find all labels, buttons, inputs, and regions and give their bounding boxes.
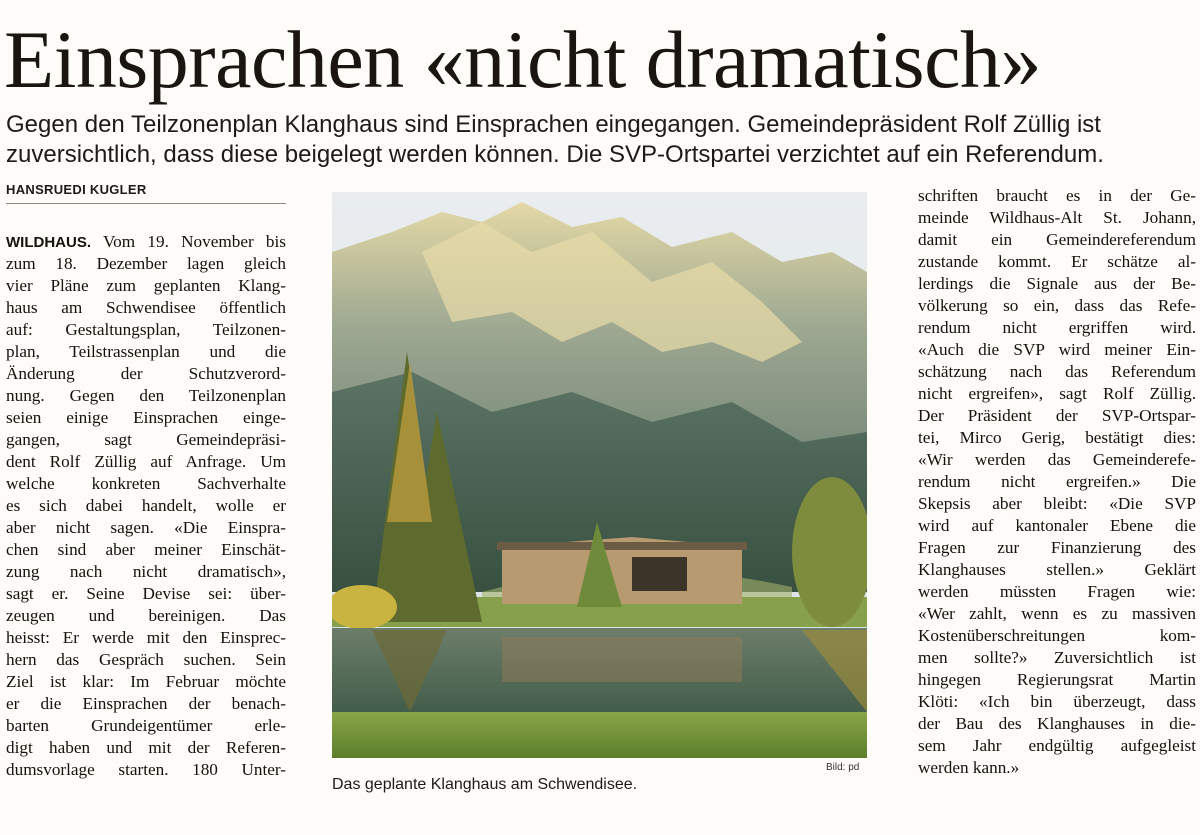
article-line: Klanghauses stellen.» Geklärt (918, 560, 1196, 579)
article-line: sagt er. Seine Devise sei: über- (6, 584, 286, 603)
article-line: chen sind aber meiner Einschät- (6, 540, 286, 559)
article-line-text: Vom 19. November bis (91, 232, 286, 251)
article-line: zustande kommt. Er schätze al- (918, 252, 1196, 271)
article-line: rendum nicht ergreifen.» Die (918, 472, 1196, 491)
article-line: rendum nicht ergriffen wird. (918, 318, 1196, 337)
article-line: hern das Gespräch suchen. Sein (6, 650, 286, 669)
photo-caption: Das geplante Klanghaus am Schwendisee. (332, 776, 638, 793)
article-line: barten Grundeigentümer erle- (6, 716, 286, 735)
lead-paragraph (6, 110, 1196, 170)
article-line: men sollte?» Zuversichtlich ist (918, 648, 1196, 667)
article-line: dumsvorlage starten. 180 Unter- (6, 760, 286, 779)
article-line: digt haben und mit der Referen- (6, 738, 286, 757)
article-line: Fragen zur Finanzierung des (918, 538, 1196, 557)
dateline: WILDHAUS. (6, 234, 91, 251)
article-line: Kostenüberschreitungen kom- (918, 626, 1196, 645)
article-column-left (6, 231, 286, 781)
article-line: werden kann.» (918, 758, 1020, 777)
article-line: er die Einsprachen der benach- (6, 694, 286, 713)
byline: HANSRUEDI KUGLER (6, 182, 286, 204)
article-line: seien einige Einsprachen einge- (6, 408, 286, 427)
article-line: dent Rolf Züllig auf Anfrage. Um (6, 452, 286, 471)
article-line: Ziel ist klar: Im Februar möchte (6, 672, 286, 691)
article-line: sem Jahr endgültig aufgegleist (918, 736, 1196, 755)
article-line: der Bau des Klanghauses in die- (918, 714, 1196, 733)
article-line: heisst: Er werde mit den Einsprec- (6, 628, 286, 647)
article-line: «Wir werden das Gemeinderefe- (918, 450, 1196, 469)
article-line: damit ein Gemeindereferendum (918, 230, 1196, 249)
article-line: zung nach nicht dramatisch», (6, 562, 286, 581)
article-line: haus am Schwendisee öffentlich (6, 298, 286, 317)
article-line: welche konkreten Sachverhalte (6, 474, 286, 493)
lead-line: Gegen den Teilzonenplan Klanghaus sind Einsprachen eingegangen. Gemeindepräsident Rolf Züllig ist (6, 111, 1101, 138)
article-line: Skepsis aber bleibt: «Die SVP (918, 494, 1196, 513)
article-line: aber nicht sagen. «Die Einspra- (6, 518, 286, 537)
article-line: plan, Teilstrassenplan und die (6, 342, 286, 361)
article-line: «Wer zahlt, wenn es zu massiven (918, 604, 1196, 623)
article-line: tei, Mirco Gerig, bestätigt dies: (918, 428, 1196, 447)
article-photo (332, 192, 867, 758)
headline: Einsprachen «nicht dramatisch» (4, 14, 1041, 105)
article-line: Klöti: «Ich bin überzeugt, dass (918, 692, 1196, 711)
article-line: lerdings die Signale aus der Be- (918, 274, 1196, 293)
article-line: gangen, sagt Gemeindepräsi- (6, 430, 286, 449)
article-line: schätzung nach das Referendum (918, 362, 1196, 381)
article-line: hingegen Regierungsrat Martin (918, 670, 1196, 689)
article-line: vier Pläne zum geplanten Klang- (6, 276, 286, 295)
klanghaus-lake-photo (332, 192, 867, 758)
article-line: es sich dabei handelt, wolle er (6, 496, 286, 515)
article-line: meinde Wildhaus-Alt St. Johann, (918, 208, 1196, 227)
article-column-right (918, 185, 1196, 779)
article-line (6, 231, 286, 253)
article-line: zum 18. Dezember lagen gleich (6, 254, 286, 273)
lead-line: zuversichtlich, dass diese beigelegt werden können. Die SVP-Ortspartei verzichtet auf ein Referendum. (6, 141, 1104, 168)
article-line: völkerung so ein, dass das Refe- (918, 296, 1196, 315)
article-line: auf: Gestaltungsplan, Teilzonen- (6, 320, 286, 339)
article-line: «Auch die SVP wird meiner Ein- (918, 340, 1196, 359)
article-line: Der Präsident der SVP-Ortspar- (918, 406, 1196, 425)
article-line: werden müssten Fragen wie: (918, 582, 1196, 601)
article-line: schriften braucht es in der Ge- (918, 186, 1196, 205)
article-line: nung. Gegen den Teilzonenplan (6, 386, 286, 405)
photo-credit: Bild: pd (826, 762, 860, 773)
article-line: wird auf kantonaler Ebene die (918, 516, 1196, 535)
article-line: nicht ergreifen», sagt Rolf Züllig. (918, 384, 1196, 403)
article-line: Änderung der Schutzverord- (6, 364, 286, 383)
article-line: zeugen und bereinigen. Das (6, 606, 286, 625)
